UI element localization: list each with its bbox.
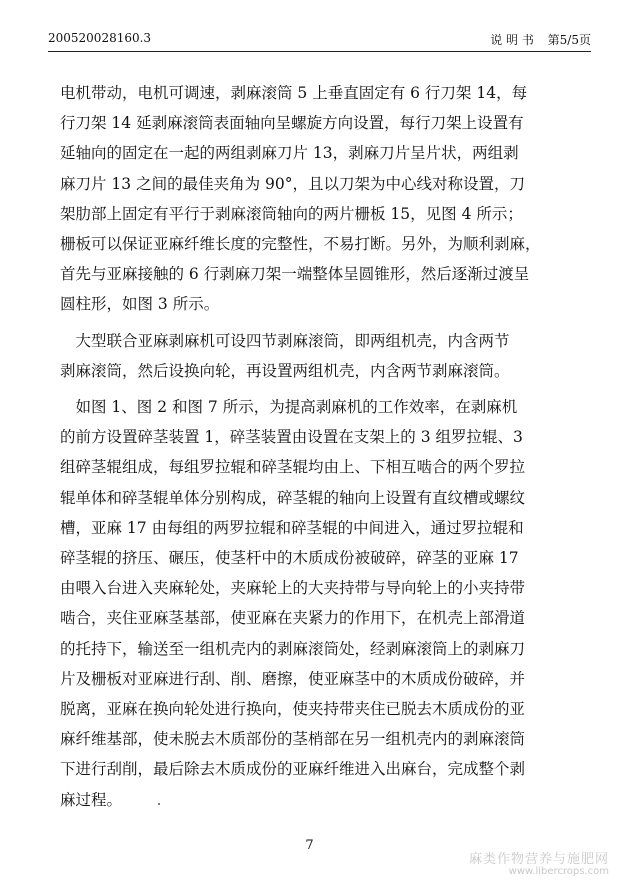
text-line: 栅板可以保证亚麻纤维长度的完整性，不易打断。另外，为顺利剥麻， — [60, 235, 541, 254]
page-number: 7 — [305, 838, 314, 853]
text-line: 麻刀片 13 之间的最佳夹角为 90°，且以刀架为中心线对称设置，刀 — [60, 174, 525, 193]
text-line: 的前方设置碎茎装置 1，碎茎装置由设置在支架上的 3 组罗拉辊、3 — [60, 428, 523, 447]
text-line: 电机带动，电机可调速，剥麻滚筒 5 上垂直固定有 6 行刀架 14，每 — [60, 84, 528, 102]
text-line: 碎茎辊的挤压、碾压，使茎杆中的木质成份被破碎，碎茎的亚麻 17 — [60, 549, 519, 568]
text-line: 啮合，夹住亚麻茎基部，使亚麻在夹紧力的作用下，在机壳上部滑道 — [60, 609, 526, 628]
paragraph-2 — [60, 326, 572, 386]
text-line: 如图 1、图 2 和图 7 所示，为提高剥麻机的工作效率，在剥麻机 — [60, 398, 518, 417]
scan-speck — [158, 803, 160, 805]
text-line: 槽，亚麻 17 由每组的两罗拉辊和碎茎辊的中间进入，通过罗拉辊和 — [60, 518, 524, 537]
header-rule — [48, 51, 591, 52]
watermark-title: 麻类作物营养与施肥网 — [468, 852, 609, 867]
text-line: 片及栅板对亚麻进行刮、削、磨擦，使亚麻茎中的木质成份破碎，并 — [60, 669, 526, 688]
document-type: 说 明 书 — [490, 33, 534, 47]
text-line: 麻纤维基部，使未脱去木质部份的茎梢部在另一组机壳内的剥麻滚筒 — [60, 730, 526, 749]
page-header — [48, 31, 591, 48]
text-line: 麻过程。 — [60, 790, 123, 809]
text-line: 剥麻滚筒，然后设换向轮，再设置两组机壳，内含两节剥麻滚筒。 — [60, 361, 510, 380]
text-line: 延轴向的固定在一起的两组剥麻刀片 13，剥麻刀片呈片状，两组剥 — [60, 144, 519, 163]
text-line: 圆柱形，如图 3 所示。 — [60, 295, 220, 314]
document-body — [60, 78, 572, 815]
text-line: 组碎茎辊组成，每组罗拉辊和碎茎辊均由上、下相互啮合的两个罗拉 — [60, 458, 526, 477]
text-line: 脱离，亚麻在换向轮处进行换向，使夹持带夹住已脱去木质成份的亚 — [60, 700, 526, 719]
page-label: 第5/5页 — [547, 33, 591, 47]
text-line: 架肋部上固定有平行于剥麻滚筒轴向的两片栅板 15，见图 4 所示； — [60, 204, 523, 223]
document-number: 200520028160.3 — [48, 31, 152, 45]
text-line: 辊单体和碎茎辊单体分别构成，碎茎辊的轴向上设置有直纹槽或螺纹 — [60, 488, 526, 507]
text-line: 首先与亚麻接触的 6 行剥麻刀架一端整体呈圆锥形，然后逐渐过渡呈 — [60, 265, 530, 284]
text-line: 的托持下，输送至一组机壳内的剥麻滚筒处，经剥麻滚筒上的剥麻刀 — [60, 639, 526, 658]
text-line: 大型联合亚麻剥麻机可设四节剥麻滚筒，即两组机壳，内含两节 — [60, 331, 510, 350]
text-line: 行刀架 14 延剥麻滚筒表面轴向呈螺旋方向设置，每行刀架上设置有 — [60, 114, 524, 133]
text-line: 下进行刮削，最后除去木质成份的亚麻纤维进入出麻台，完成整个剥 — [60, 760, 526, 779]
header-right — [480, 31, 591, 48]
text-line: 由喂入台进入夹麻轮处，夹麻轮上的大夹持带与导向轮上的小夹持带 — [60, 579, 526, 598]
watermark-url: www.libercrops.com — [508, 866, 609, 877]
paragraph-1 — [60, 78, 572, 320]
paragraph-3 — [60, 392, 572, 815]
